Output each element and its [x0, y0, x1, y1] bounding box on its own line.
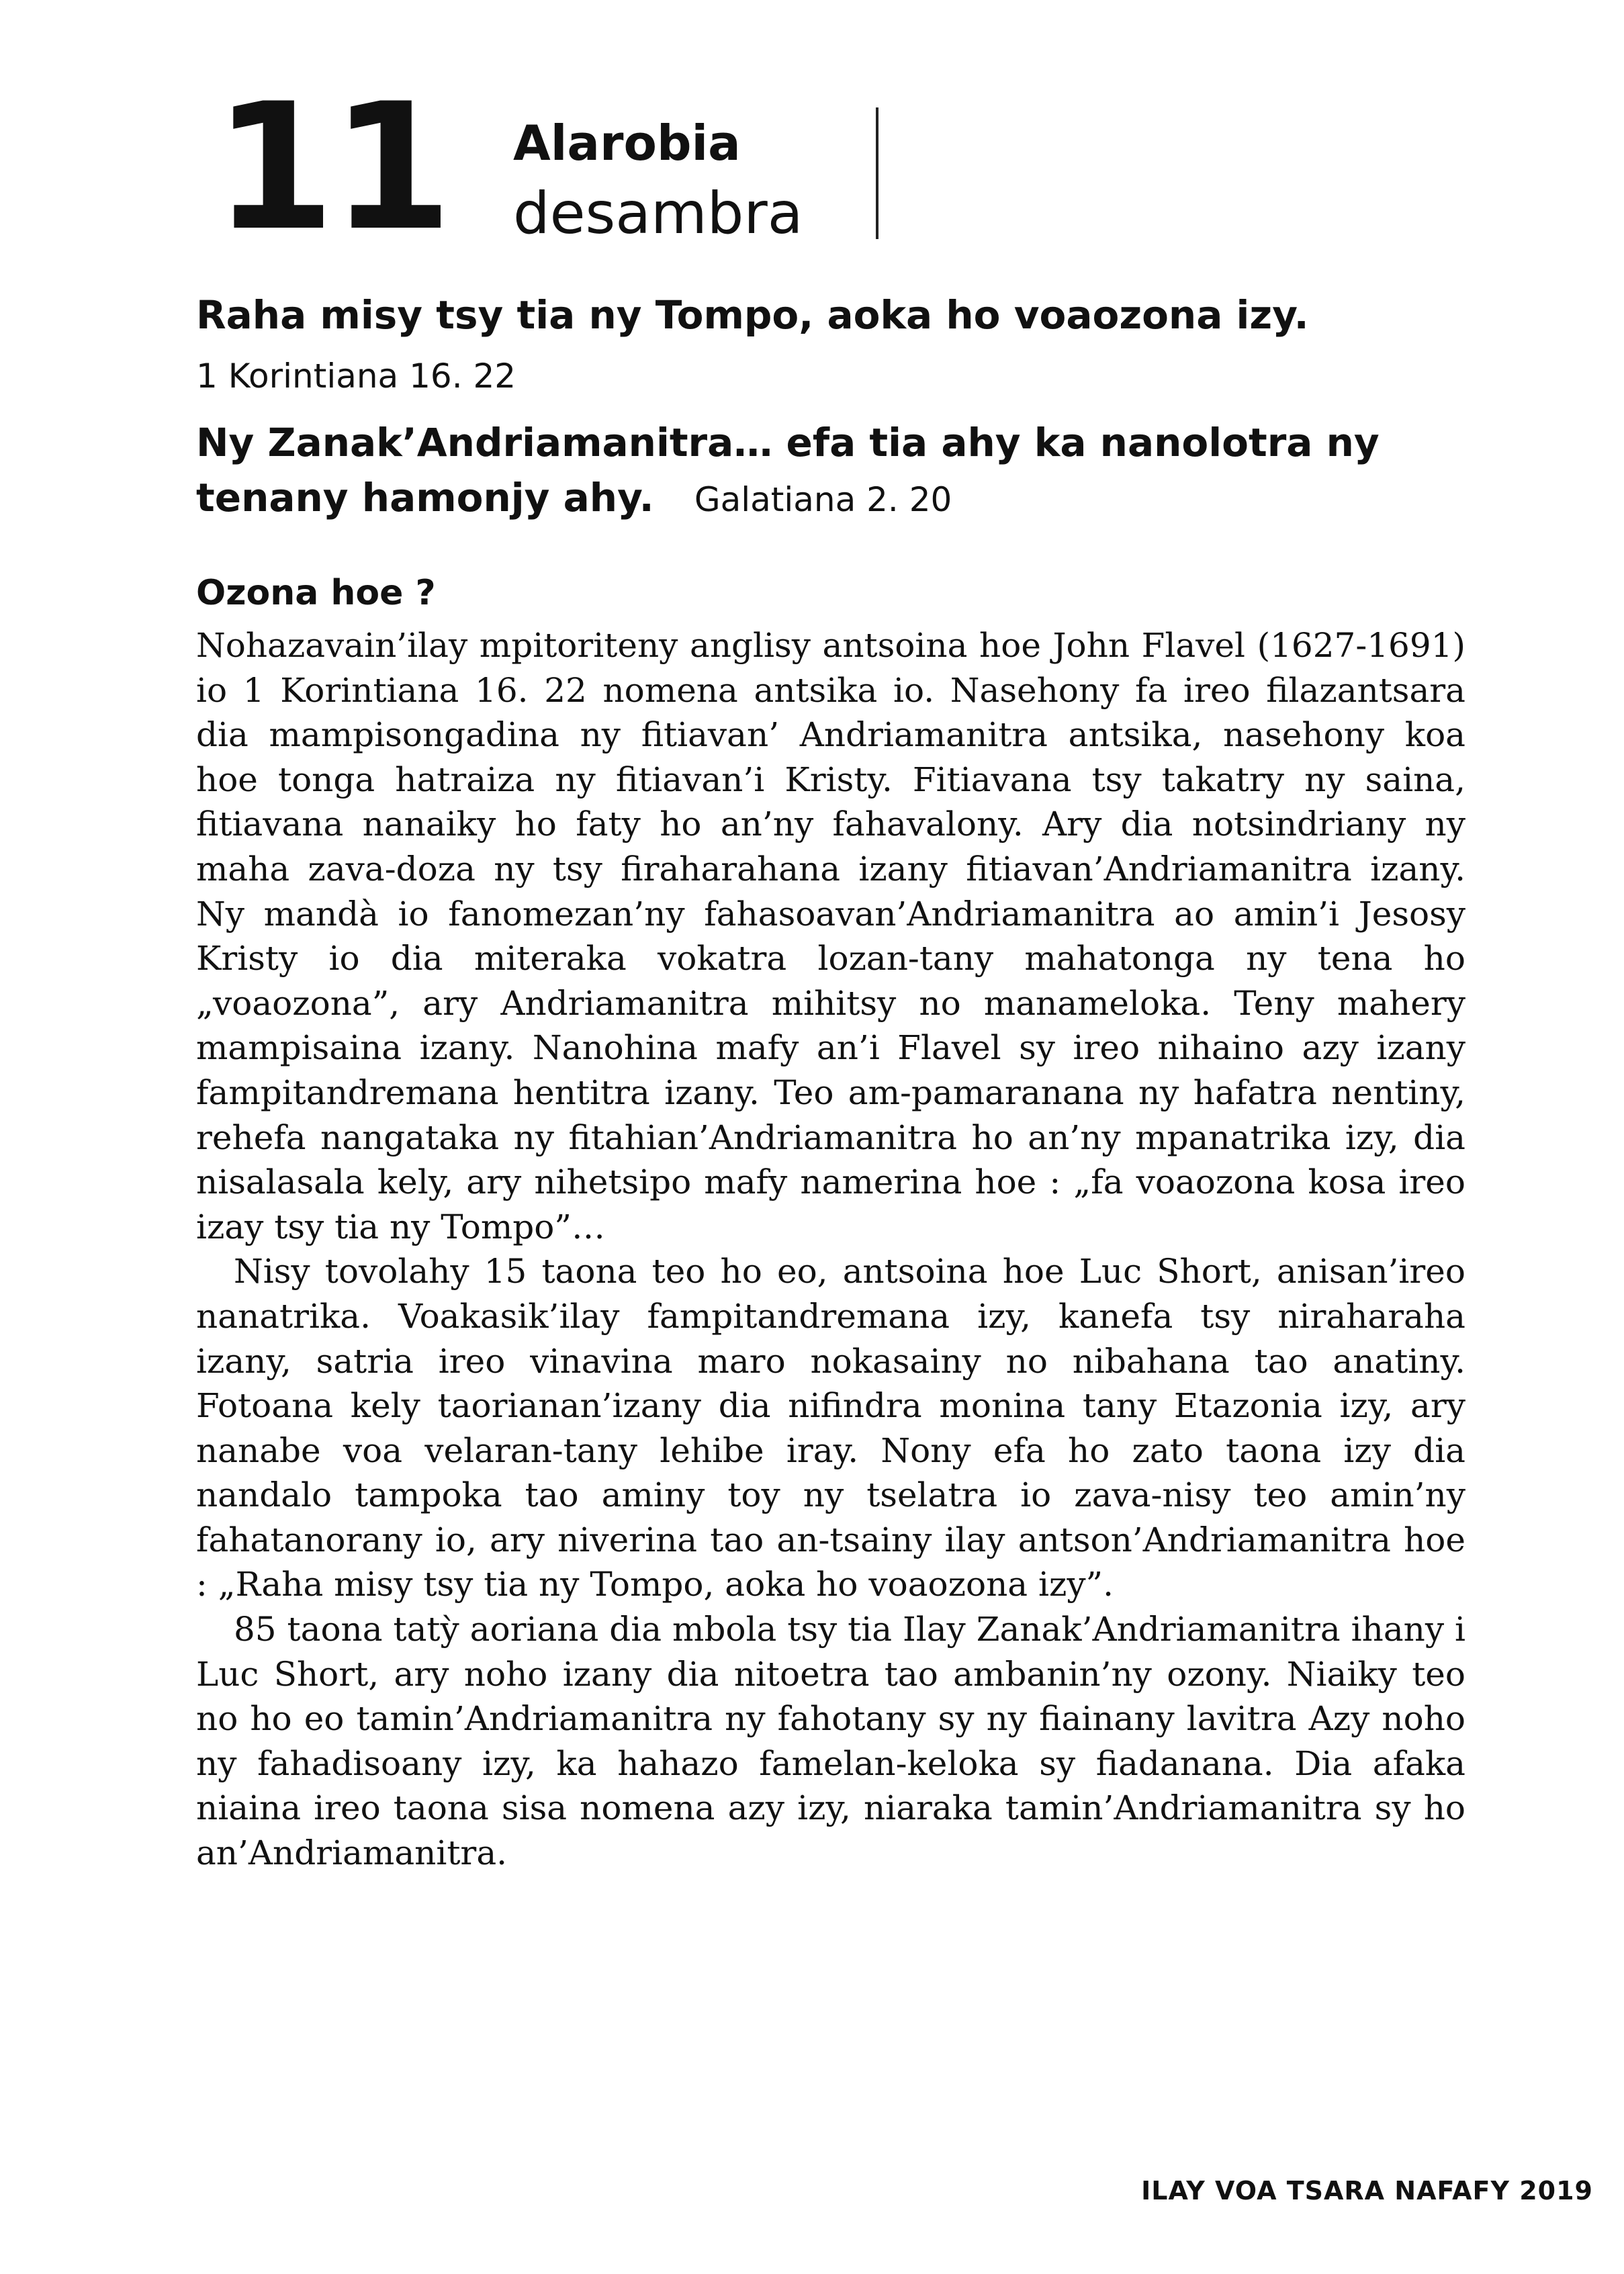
- verse-2-reference: Galatiana 2. 20: [694, 480, 952, 519]
- month-label: desambra: [513, 180, 803, 247]
- verse-2: [196, 415, 1492, 527]
- day-number: 11: [214, 66, 449, 269]
- paragraph-2: Nisy tovolahy 15 taona teo ho eo, antsoina hoe Luc Short, anisan’ireo nanatrika. Voakasik’ilay fampitandremana izy, kanefa tsy niraharaha izany, satria ireo vinavina maro nokasainy no nibahana tao anatiny. Fotoana kely taorianan’izany dia nifindra monina tany Etazonia izy, ary nanabe voa velaran-tany lehibe iray. Nony efa ho zato taona izy dia nandalo tampoka tao aminy toy ny tselatra io zava-nisy teo amin’ny fahatanorany io, ary niverina tao an-tsainy ilay antson’Andriamanitra hoe : „Raha misy tsy tia ny Tompo, aoka ho voaozona izy”.: [196, 1252, 1465, 1604]
- verse-2-text: Ny Zanak’Andriamanitra… efa tia ahy ka nanolotra ny tenany hamonjy ahy.: [196, 420, 1380, 520]
- paragraph-3: 85 taona tatỳ aoriana dia mbola tsy tia Ilay Zanak’Andriamanitra ihany i Luc Short, ary noho izany dia nitoetra tao ambanin’ny ozony. Niaiky teo no ho eo tamin’Andriamanitra ny fahotany sy ny fiainany lavitra Azy noho ny fahadisoany izy, ka hahazo famelan-keloka sy fiadanana. Dia afaka niaina ireo taona sisa nomena azy izy, niaraka tamin’Andriamanitra sy ho an’Andriamanitra.: [196, 1610, 1465, 1873]
- header-divider: [876, 107, 878, 239]
- footer-publication: ILAY VOA TSARA NAFAFY 2019: [1141, 2176, 1593, 2205]
- verse-1-text: Raha misy tsy tia ny Tompo, aoka ho voaozona izy.: [196, 292, 1309, 338]
- verse-1-reference: 1 Korintiana 16. 22: [196, 357, 516, 396]
- body-text: [196, 623, 1465, 1876]
- paragraph-1: Nohazavain’ilay mpitoriteny anglisy antsoina hoe John Flavel (1627-1691) io 1 Korintiana 16. 22 nomena antsika io. Nasehony fa ireo filazantsara dia mampisongadina ny fitiavan’ Andriamanitra antsika, nasehony koa hoe tonga hatraiza ny fitiavan’i Kristy. Fitiavana tsy takatry ny saina, fitiavana nanaiky ho faty ho an’ny fahavalony. Ary dia notsindriany ny maha zava-doza ny tsy firaharahana izany fitiavan’Andriamanitra izany. Ny mandà io fanomezan’ny fahasoavan’Andriamanitra ao amin’i Jesosy Kristy io dia miteraka vokatra lozan-tany mahatonga ny tena ho „voaozona”, ary Andriamanitra mihitsy no manameloka. Teny mahery mampisaina izany. Nanohina mafy an’i Flavel sy ireo nihaino azy izany fampitandremana hentitra izany. Teo am-pamaranana ny hafatra nentiny, rehefa nangataka ny fitahian’Andriamanitra ho an’ny mpanatrika izy, dia nisalasala kely, ary nihetsipo mafy namerina hoe : „fa voaozona kosa ireo izay tsy tia ny Tompo”…: [196, 626, 1465, 1246]
- weekday-label: Alarobia: [513, 115, 741, 171]
- section-title: Ozona hoe ?: [196, 573, 436, 613]
